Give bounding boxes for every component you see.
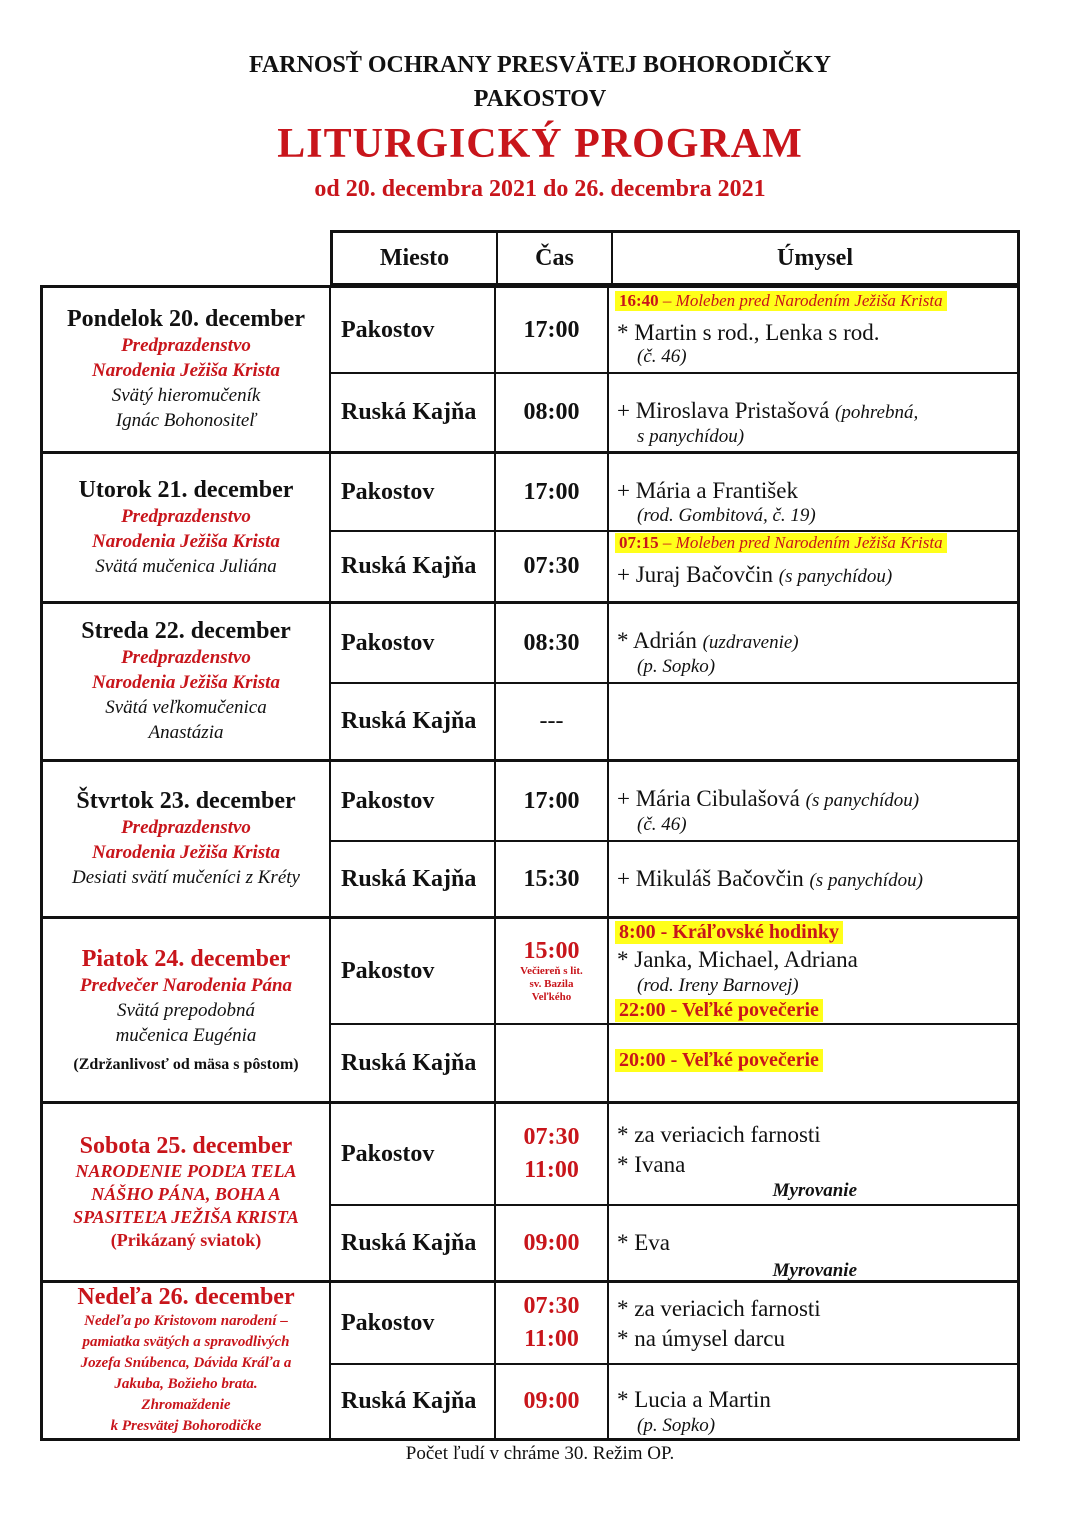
- day-block-saturday: [43, 1104, 1017, 1283]
- place-cell: Pakostov: [331, 604, 496, 682]
- footer-note: Počet ľudí v chráme 30. Režim OP.: [405, 1443, 675, 1464]
- intention-cell: [609, 1104, 1017, 1204]
- day-name: Nedeľa 26. december: [77, 1284, 295, 1310]
- intention-line: [617, 562, 892, 588]
- table-row: [331, 1283, 1017, 1363]
- time-cell: [496, 919, 609, 1023]
- time-value: 07:30: [523, 1124, 580, 1150]
- place-cell: Pakostov: [331, 762, 496, 840]
- intention-line: + Mária a František: [617, 478, 798, 503]
- fast-note: (Zdržanlivosť od mäsa s pôstom): [73, 1056, 299, 1073]
- table-row: [331, 372, 1017, 451]
- day-block-wednesday: [43, 604, 1017, 762]
- highlight-moleben: [615, 291, 947, 311]
- day-cell: [43, 288, 331, 451]
- day-cell: [43, 919, 331, 1101]
- place-cell: Pakostov: [331, 919, 496, 1023]
- day-cell: [43, 762, 331, 916]
- column-headers: [330, 230, 1020, 286]
- feast-caps-line: NÁŠHO PÁNA, BOHA A: [91, 1183, 281, 1204]
- time-cell: ---: [496, 684, 609, 759]
- intention-line: * Lucia a Martin: [617, 1387, 771, 1412]
- day-name: Sobota 25. december: [79, 1132, 293, 1159]
- day-block-thursday: [43, 762, 1017, 919]
- intention-note: s panychídou): [637, 426, 745, 447]
- intention-note: (č. 46): [637, 814, 687, 835]
- day-block-sunday: [43, 1283, 1017, 1438]
- time-cell: 09:00: [496, 1206, 609, 1280]
- day-name: Streda 22. december: [81, 618, 291, 644]
- intention-note-inline: (pohrebná,: [835, 402, 919, 423]
- place-cell: Ruská Kajňa: [331, 684, 496, 759]
- intention-cell: [609, 454, 1017, 530]
- intention-text: + Mikuláš Bačovčin: [617, 866, 804, 891]
- time-note: Večiereň s lit.: [520, 965, 583, 977]
- highlight-povecerie: 20:00 - Veľké povečerie: [615, 1049, 823, 1072]
- saint-line: Svätá mučenica Juliána: [95, 555, 277, 577]
- highlight-hodinky: 8:00 - Kráľovské hodinky: [615, 921, 843, 944]
- time-cell: 17:00: [496, 762, 609, 840]
- place-cell: Ruská Kajňa: [331, 532, 496, 601]
- place-cell: Ruská Kajňa: [331, 374, 496, 451]
- time-cell: 17:00: [496, 454, 609, 530]
- intention-text: + Juraj Bačovčin: [617, 562, 774, 587]
- hl-text: – Moleben pred Narodením Ježiša Krista: [658, 533, 943, 552]
- day-cell: [43, 1104, 331, 1280]
- feast-caps-line: NARODENIE PODĽA TELA: [75, 1160, 297, 1181]
- time-cell: [496, 1283, 609, 1363]
- day-name: Pondelok 20. december: [67, 306, 305, 332]
- intention-line: * za veriacich farnosti: [617, 1296, 821, 1321]
- saint-line: Svätá prepodobná: [116, 1000, 256, 1021]
- feast-line: Predprazdenstvo: [121, 335, 251, 356]
- time-cell: 08:30: [496, 604, 609, 682]
- intention-cell: [609, 604, 1017, 682]
- table-row: [331, 682, 1017, 759]
- intention-line: [617, 866, 923, 892]
- intention-cell: [609, 842, 1017, 916]
- intention-note-inline: (s panychídou): [805, 790, 920, 811]
- intention-cell: [609, 1025, 1017, 1101]
- feast-line: Narodenia Ježiša Krista: [92, 530, 280, 552]
- intention-cell: [609, 684, 1017, 759]
- day-name: Štvrtok 23. december: [76, 788, 296, 814]
- intention-line: * na úmysel darcu: [617, 1326, 785, 1351]
- myrovanie-note: Myrovanie: [772, 1180, 857, 1201]
- time-cell: 07:30: [496, 532, 609, 601]
- place-cell: Pakostov: [331, 1104, 496, 1204]
- intention-line: * Eva: [617, 1230, 671, 1255]
- table-row: [331, 919, 1017, 1023]
- highlight-povecerie: 22:00 - Veľké povečerie: [615, 999, 823, 1022]
- saint-line: Anastázia: [148, 722, 224, 743]
- intention-note: (rod. Gombitová, č. 19): [637, 505, 816, 526]
- table-row: [331, 530, 1017, 601]
- feast-line: Narodenia Ježiša Krista: [92, 360, 280, 381]
- place-cell: Pakostov: [331, 454, 496, 530]
- myrovanie-note: Myrovanie: [772, 1260, 857, 1281]
- schedule-table: [40, 285, 1020, 1441]
- intention-text: + Miroslava Pristašová: [617, 398, 830, 423]
- col-header-cas: Čas: [498, 233, 613, 283]
- table-row: [331, 604, 1017, 682]
- intention-line: * Ivana: [617, 1152, 686, 1177]
- table-row: [331, 454, 1017, 530]
- feast-line: Predprazdenstvo: [121, 647, 251, 668]
- feast-line: Narodenia Ježiša Krista: [92, 672, 280, 693]
- feast-small-line: Jakuba, Božieho brata.: [114, 1376, 258, 1392]
- table-row: [331, 1104, 1017, 1204]
- day-block-friday: [43, 919, 1017, 1104]
- intention-cell: [609, 374, 1017, 451]
- day-cell: [43, 454, 331, 601]
- time-cell: 17:00: [496, 288, 609, 372]
- saint-line: Svätý hieromučeník: [111, 385, 261, 406]
- time-value: 15:00: [523, 938, 580, 964]
- intention-cell: [609, 1365, 1017, 1438]
- date-range: od 20. decembra 2021 do 26. decembra 2021: [314, 176, 766, 202]
- place-cell: Pakostov: [331, 288, 496, 372]
- time-value: 11:00: [524, 1326, 579, 1352]
- page-title: LITURGICKÝ PROGRAM: [277, 121, 803, 167]
- feast-small-line: Jozefa Snúbenca, Dávida Kráľa a: [80, 1355, 292, 1371]
- table-row: [331, 1023, 1017, 1101]
- day-block-monday: [43, 288, 1017, 454]
- saint-line: mučenica Eugénia: [115, 1025, 257, 1046]
- day-block-tuesday: [43, 454, 1017, 604]
- parish-place: PAKOSTOV: [473, 86, 607, 112]
- time-cell: 09:00: [496, 1365, 609, 1438]
- feast-small-line: Nedeľa po Kristovom narodení –: [84, 1313, 288, 1329]
- table-row: [331, 1363, 1017, 1438]
- intention-note: (rod. Ireny Barnovej): [637, 975, 799, 996]
- col-header-umysel: Úmysel: [777, 244, 853, 271]
- day-cell: [43, 604, 331, 759]
- time-note: sv. Bazila: [529, 978, 574, 990]
- feast-small-line: Zhromaždenie: [141, 1397, 231, 1413]
- time-cell: 08:00: [496, 374, 609, 451]
- feast-line: Predvečer Narodenia Pána: [79, 975, 293, 996]
- feast-line: Predprazdenstvo: [121, 505, 251, 527]
- intention-cell: [609, 919, 1017, 1023]
- saint-line: Desiati svätí mučeníci z Kréty: [72, 867, 300, 888]
- intention-line: [617, 786, 919, 812]
- saint-line: Svätá veľkomučenica: [105, 697, 267, 718]
- intention-line: * Janka, Michael, Adriana: [617, 947, 858, 972]
- day-cell: [43, 1283, 331, 1438]
- feast-line: Narodenia Ježiša Krista: [92, 842, 280, 863]
- feast-caps-line: SPASITEĽA JEŽIŠA KRISTA: [73, 1206, 299, 1227]
- col-header-miesto: Miesto: [333, 233, 498, 283]
- intention-cell: [609, 1283, 1017, 1363]
- place-cell: Ruská Kajňa: [331, 842, 496, 916]
- time-cell: [496, 1104, 609, 1204]
- intention-text: + Mária Cibulašová: [617, 786, 800, 811]
- day-name: Utorok 21. december: [78, 476, 294, 503]
- day-name: Piatok 24. december: [81, 946, 291, 972]
- table-row: [331, 840, 1017, 916]
- intention-line: * za veriacich farnosti: [617, 1122, 821, 1147]
- intention-line: * Martin s rod., Lenka s rod.: [617, 320, 880, 345]
- intention-cell: [609, 762, 1017, 840]
- place-cell: Pakostov: [331, 1283, 496, 1363]
- intention-note: (č. 46): [637, 346, 687, 367]
- time-note: Veľkého: [531, 991, 572, 1003]
- hl-text: – Moleben pred Narodením Ježiša Krista: [658, 291, 943, 310]
- time-value: 11:00: [524, 1157, 579, 1183]
- place-cell: Ruská Kajňa: [331, 1365, 496, 1438]
- intention-note: (p. Sopko): [637, 656, 716, 677]
- feast-small-line: k Presvätej Bohorodičke: [110, 1418, 262, 1434]
- intention-text: * Adrián: [617, 628, 697, 653]
- intention-note-inline: (s panychídou): [809, 870, 923, 891]
- intention-cell: [609, 288, 1017, 372]
- intention-line: [617, 398, 918, 424]
- highlight-moleben: [615, 533, 947, 553]
- table-row: [331, 288, 1017, 372]
- hl-time: 16:40: [619, 291, 659, 310]
- table-row: [331, 762, 1017, 840]
- hl-time: 07:15: [619, 533, 659, 552]
- place-cell: Ruská Kajňa: [331, 1025, 496, 1101]
- feast-line: Predprazdenstvo: [121, 817, 251, 838]
- saint-line: Ignác Bohonositeľ: [115, 410, 257, 431]
- intention-cell: [609, 532, 1017, 601]
- intention-line: [617, 628, 799, 654]
- intention-cell: [609, 1206, 1017, 1280]
- table-row: [331, 1204, 1017, 1280]
- time-cell: 15:30: [496, 842, 609, 916]
- feast-small-line: pamiatka svätých a spravodlivých: [82, 1334, 290, 1350]
- parish-name: FARNOSŤ OCHRANY PRESVÄTEJ BOHORODIČKY: [248, 52, 832, 78]
- intention-note: (p. Sopko): [637, 1415, 716, 1436]
- place-cell: Ruská Kajňa: [331, 1206, 496, 1280]
- time-cell: [496, 1025, 609, 1101]
- intention-note-inline: (uzdravenie): [702, 632, 799, 653]
- time-value: 07:30: [523, 1293, 580, 1319]
- intention-note-inline: (s panychídou): [778, 566, 893, 587]
- holiday-note: (Prikázaný sviatok): [110, 1229, 262, 1250]
